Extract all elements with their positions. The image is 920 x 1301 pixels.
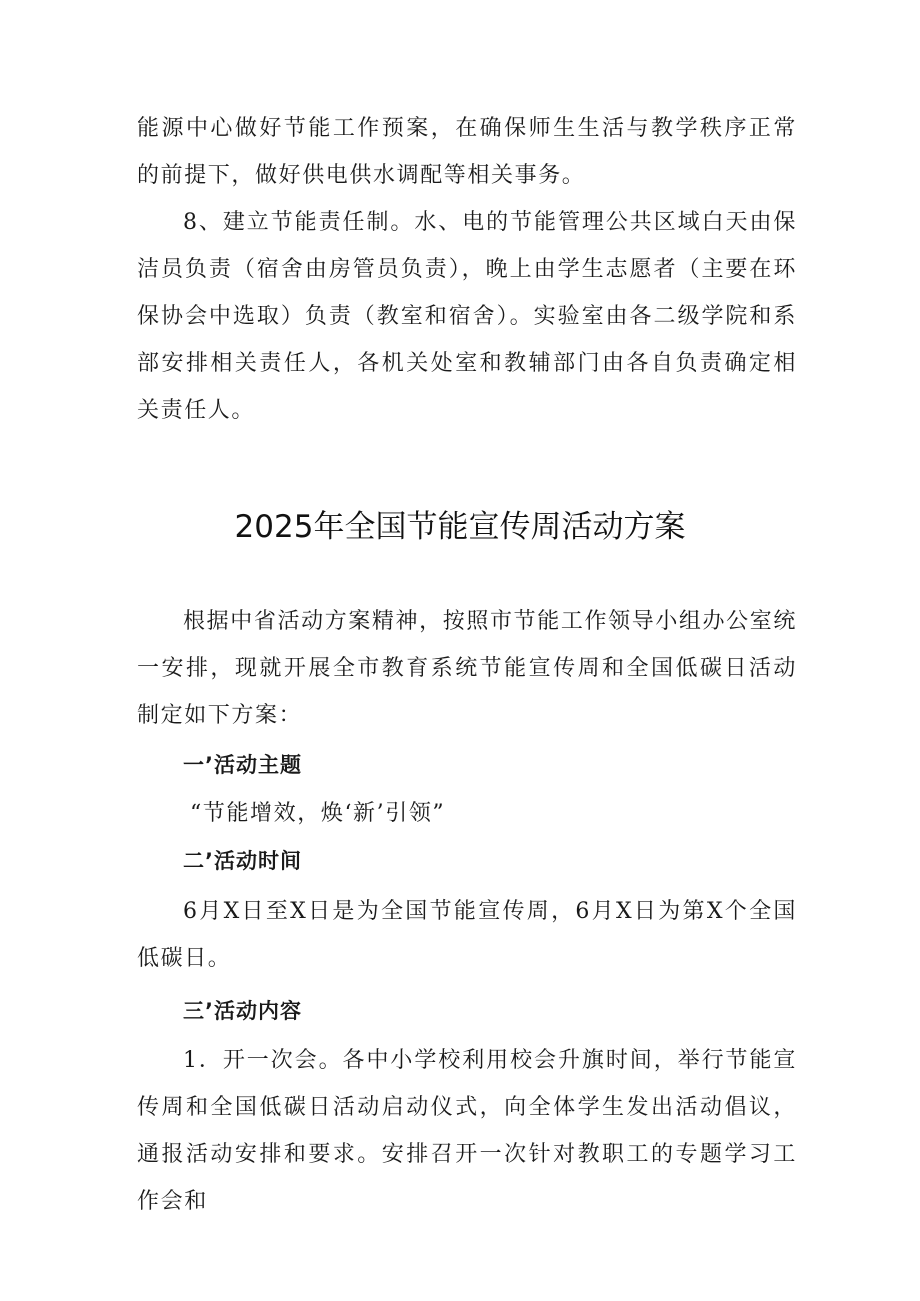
content-item-1: 1．开一次会。各中小学校利用校会升旗时间，举行节能宣传周和全国低碳日活动启动仪式，向全体学生发出活动倡议，通报活动安排和要求。安排召开一次针对教职工的专题学习工作会和: [137, 1048, 797, 1214]
theme-slogan: “节能增效，焕‘新’引领”: [190, 801, 446, 826]
section-heading-theme: 一’活动主题: [183, 753, 302, 777]
section-heading-time: 二’活动时间: [183, 849, 302, 873]
continued-paragraph: 能源中心做好节能工作预案，在确保师生生活与教学秩序正常的前提下，做好供电供水调配等相关事务。: [137, 116, 797, 188]
time-paragraph: 6月X日至X日是为全国节能宣传周，6月X日为第X个全国低碳日。: [137, 899, 797, 971]
section-heading-content: 三’活动内容: [183, 999, 302, 1023]
paragraph-responsibility-system: 8、建立节能责任制。水、电的节能管理公共区域白天由保洁员负责（宿舍由房管员负责），晚上由学生志愿者（主要在环保协会中选取）负责（教室和宿舍）。实验室由各二级学院和系部安排相关责任人，各机关处室和教辅部门由各自负责确定相关责任人。: [137, 210, 797, 423]
page-title: 2025年全国节能宣传周活动方案: [234, 509, 686, 545]
intro-paragraph: 根据中省活动方案精神，按照市节能工作领导小组办公室统一安排，现就开展全市教育系统节能宣传周和全国低碳日活动制定如下方案：: [137, 609, 797, 728]
